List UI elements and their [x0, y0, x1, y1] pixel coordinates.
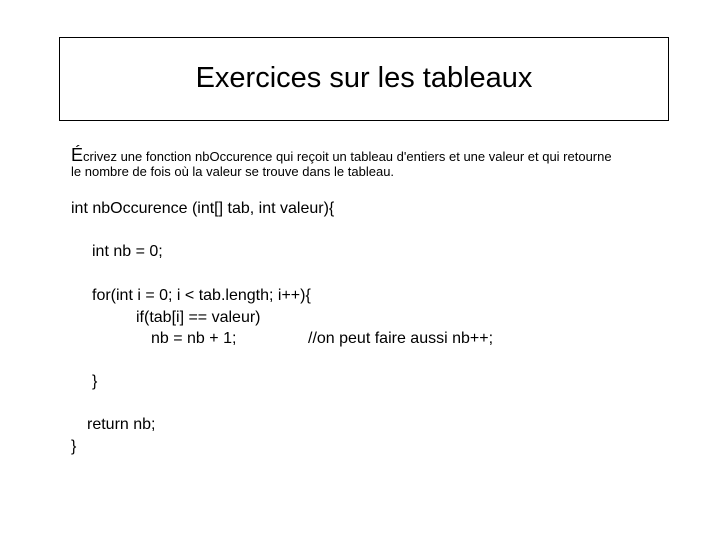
- code-return: return nb;: [87, 416, 156, 433]
- slide-title: Exercices sur les tableaux: [195, 61, 533, 94]
- code-signature: int nbOccurence (int[] tab, int valeur){: [71, 200, 335, 217]
- code-for-close: }: [92, 373, 98, 390]
- description-line-1: crivez une fonction nbOccurence qui reçoit un tableau d'entiers et une valeur et qui retourne: [83, 149, 612, 164]
- code-comment: //on peut faire aussi nb++;: [308, 330, 494, 347]
- code-increment: nb = nb + 1;: [151, 330, 237, 347]
- exercise-description: [71, 145, 691, 179]
- code-for-loop: for(int i = 0; i < tab.length; i++){: [92, 287, 311, 304]
- code-if-statement: if(tab[i] == valeur): [136, 309, 261, 326]
- code-init: int nb = 0;: [92, 243, 163, 260]
- description-first-letter: É: [71, 145, 84, 165]
- code-function-close: }: [71, 438, 77, 455]
- description-line-2: le nombre de fois où la valeur se trouve dans le tableau.: [71, 164, 395, 179]
- title-box: [59, 37, 669, 121]
